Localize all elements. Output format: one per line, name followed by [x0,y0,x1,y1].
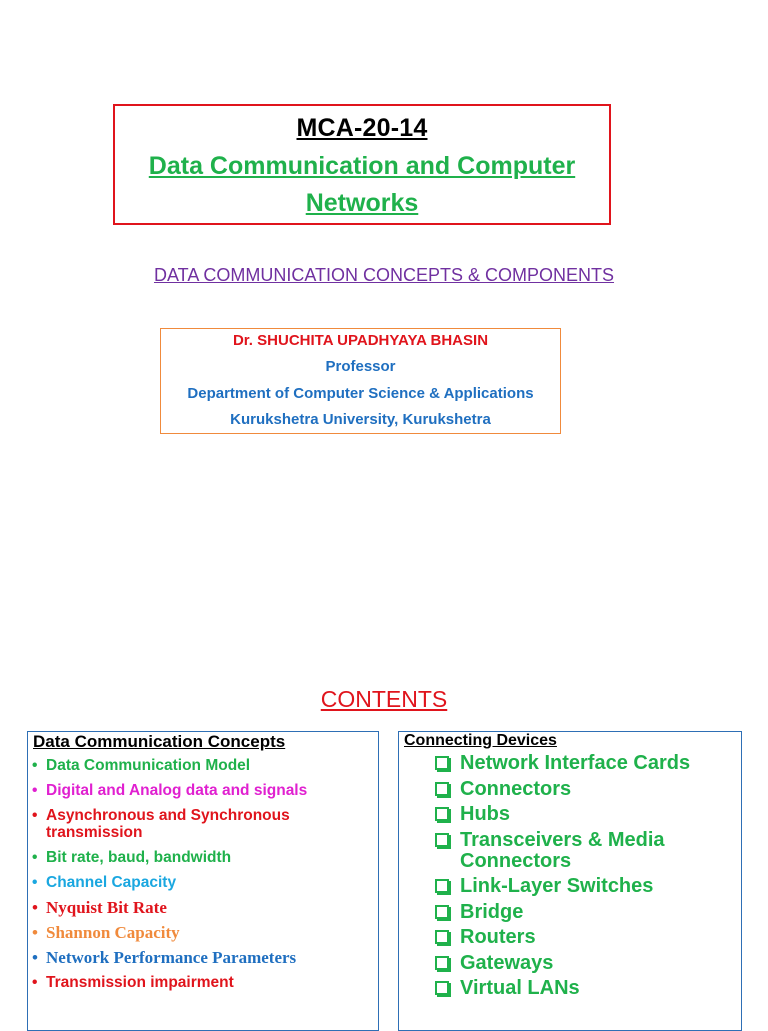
device-list-item [433,804,738,825]
bullet-icon: • [32,782,38,799]
concepts-panel-title: Data Communication Concepts [33,732,286,751]
device-list-item [433,753,738,774]
author-university: Kurukshetra University, Kurukshetra [230,411,491,428]
slide-subtitle: DATA COMMUNICATION CONCEPTS & COMPONENTS [153,265,615,285]
concept-list-item [32,949,372,966]
course-title-line-2: Networks [305,189,419,217]
device-list-item [433,978,738,999]
bullet-icon: • [32,757,38,774]
checkbox-bullet-icon [435,905,449,919]
concept-list-item [32,924,372,941]
concept-label: Data Communication Model [46,757,251,774]
checkbox-bullet-icon [435,833,449,847]
devices-panel [398,731,742,1031]
device-label: Hubs [460,803,510,825]
concept-list-item [32,874,372,891]
bullet-icon: • [32,948,38,967]
concept-list-item [32,849,372,866]
bullet-icon: • [32,898,38,917]
concept-list-item [32,899,372,916]
concepts-list [32,757,372,999]
concept-label: Network Performance Parameters [46,948,297,967]
concept-list-item [32,782,372,799]
author-name: Dr. SHUCHITA UPADHYAYA BHASIN [232,332,489,349]
device-label: Virtual LANs [460,977,580,999]
device-label: Network Interface Cards [460,752,691,774]
concept-label: Asynchronous and Synchronous transmission [46,807,290,841]
device-list-item [433,779,738,800]
course-code: MCA-20-14 [296,114,428,142]
concepts-panel [27,731,379,1031]
concept-list-item [32,807,372,841]
checkbox-bullet-icon [435,756,449,770]
author-box [160,328,561,434]
devices-panel-title: Connecting Devices [404,732,557,749]
device-label: Gateways [460,951,554,974]
device-label: Routers [460,926,536,948]
author-role: Professor [325,358,396,375]
course-title-box [113,104,611,225]
bullet-icon: • [32,849,38,866]
concept-label: Shannon Capacity [46,923,180,942]
device-list-item [433,876,738,897]
concept-label: Transmission impairment [46,974,234,991]
concept-label: Channel Capacity [46,874,177,891]
checkbox-bullet-icon [435,807,449,821]
checkbox-bullet-icon [435,782,449,796]
device-label: Connectors [460,777,572,800]
contents-heading: CONTENTS [320,686,448,712]
device-list-item [433,902,738,923]
checkbox-bullet-icon [435,956,449,970]
concept-list-item [32,757,372,774]
concept-label: Bit rate, baud, bandwidth [46,849,232,866]
device-label: Transceivers & Media Connectors [460,828,665,872]
bullet-icon: • [32,974,38,991]
author-department: Department of Computer Science & Applications [187,385,534,402]
bullet-icon: • [32,807,38,824]
device-list-item [433,927,738,948]
device-list-item [433,830,738,872]
checkbox-bullet-icon [435,930,449,944]
concept-label: Nyquist Bit Rate [46,898,167,917]
contents-slide [0,660,768,1024]
checkbox-bullet-icon [435,879,449,893]
concept-label: Digital and Analog data and signals [46,782,308,799]
bullet-icon: • [32,923,38,942]
course-title-line-1: Data Communication and Computer [148,152,576,180]
concept-list-item [32,974,372,991]
checkbox-bullet-icon [435,981,449,995]
device-label: Bridge [460,900,524,923]
device-list-item [433,953,738,974]
device-label: Link-Layer Switches [460,875,654,897]
bullet-icon: • [32,874,38,891]
devices-list [433,753,738,1004]
